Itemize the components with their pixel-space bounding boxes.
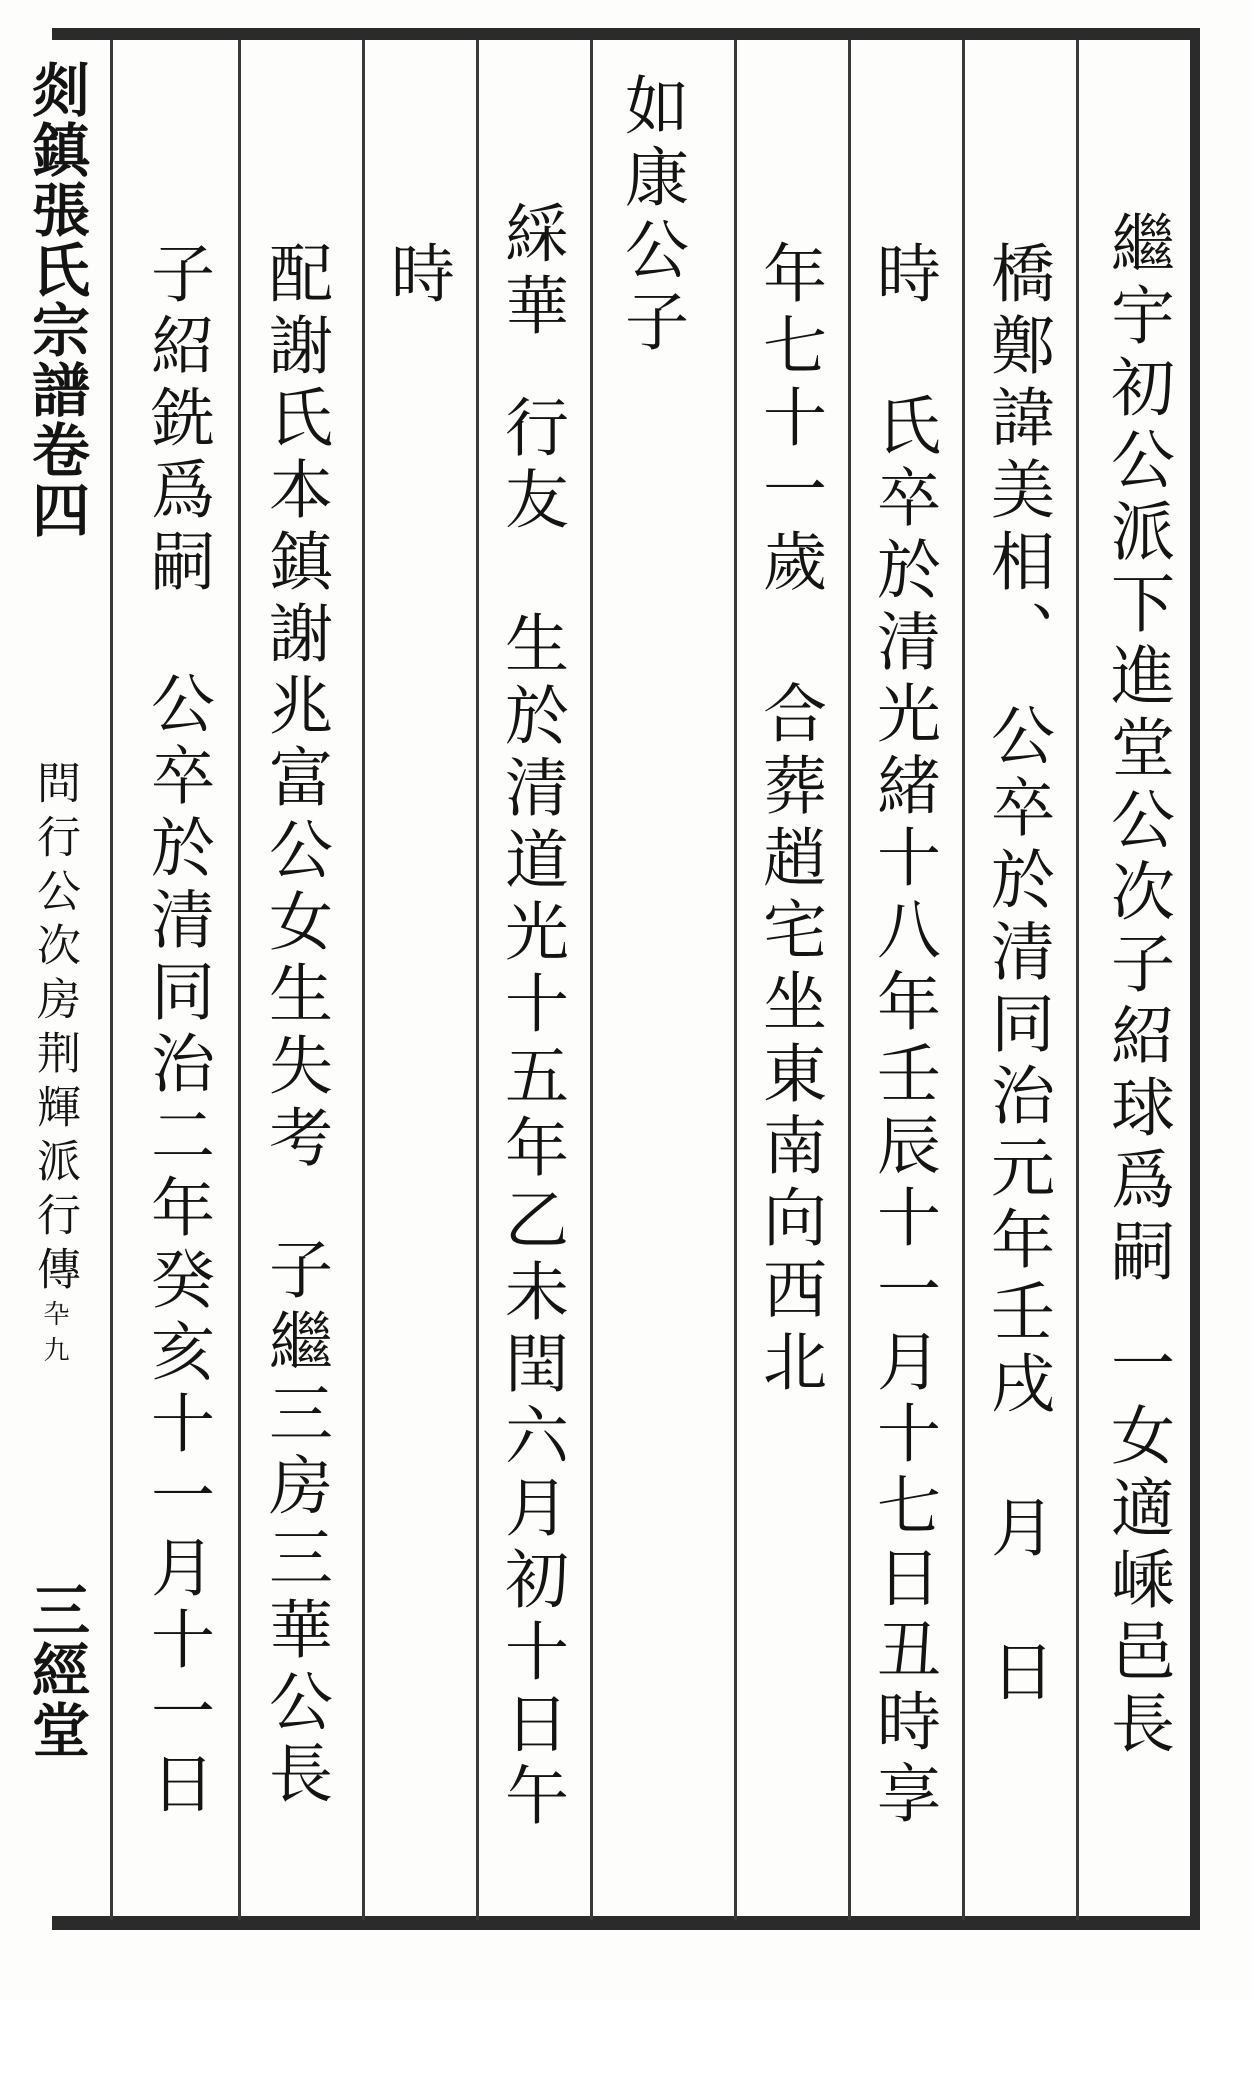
text-column-4 <box>734 240 844 2090</box>
column-text: 橋鄭諱美相、 <box>980 240 1054 672</box>
text-column-8 <box>240 240 350 2090</box>
gutter-hall-text: 三經堂 <box>22 1580 90 1760</box>
text-column-3 <box>848 240 958 2090</box>
column-text: 如康公子 <box>614 72 688 360</box>
column-text: 氏卒於清光緒十八年壬辰十一月十七日丑時享 <box>866 392 940 1832</box>
text-column-9 <box>122 240 232 2090</box>
column-rule <box>1076 40 1079 1920</box>
gutter-title <box>24 60 88 540</box>
column-text: 行友 生於清道光十五年乙未閏六月初十日午 <box>494 394 568 1834</box>
text-column-5 <box>596 72 706 1922</box>
text-column-7 <box>362 240 472 2090</box>
column-text: 子紹銑爲嗣 <box>140 240 214 600</box>
column-text: 時 <box>866 240 940 312</box>
column-text: 子繼三房三華公長 <box>258 1236 332 1812</box>
text-column-6 <box>476 200 586 2050</box>
column-text: 公卒於清同治元年壬戌 月 日 <box>980 702 1054 1710</box>
gutter-section-title: 問行公次房荆輝派行傳 <box>29 760 80 1300</box>
text-column-1 <box>1082 210 1192 2060</box>
column-text: 綵華 <box>494 200 568 344</box>
column-text: 一女適嵊邑長 <box>1100 1330 1174 1762</box>
column-text: 合葬趙宅坐東南向西北 <box>752 680 826 1400</box>
gutter-volume: 卷四 <box>22 420 90 540</box>
gutter-book-title: 剡鎮張氏宗譜 <box>22 60 90 420</box>
column-text: 年七十一歲 <box>752 240 826 600</box>
column-text: 配謝氏本鎮謝兆富公女生失考 <box>258 240 332 1176</box>
column-text: 公卒於清同治二年癸亥十一月十一日 <box>140 670 214 1822</box>
column-rule <box>110 40 113 1920</box>
column-rule <box>590 40 593 1920</box>
gutter-hall-name <box>24 1580 88 1760</box>
column-text: 時 <box>380 240 454 312</box>
text-column-2 <box>962 240 1072 2090</box>
gutter-section <box>22 760 86 1372</box>
gutter-page-number: 卆九 <box>39 1300 69 1372</box>
column-text: 繼宇初公派下進堂公次子紹球爲嗣 <box>1100 210 1174 1290</box>
